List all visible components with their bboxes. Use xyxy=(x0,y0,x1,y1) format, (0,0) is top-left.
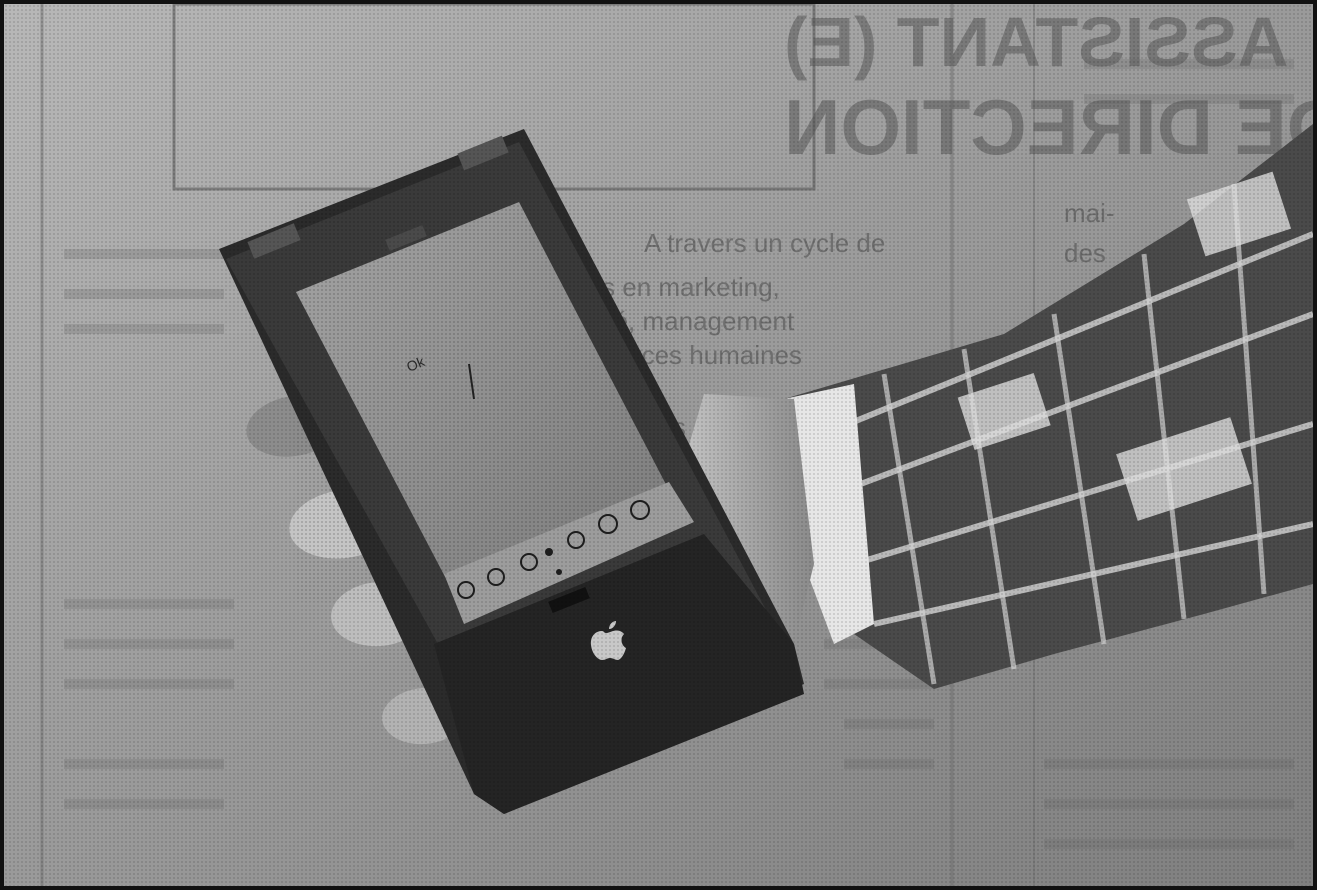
photo-scene xyxy=(4,4,1313,886)
halftone-overlay xyxy=(4,4,1313,886)
